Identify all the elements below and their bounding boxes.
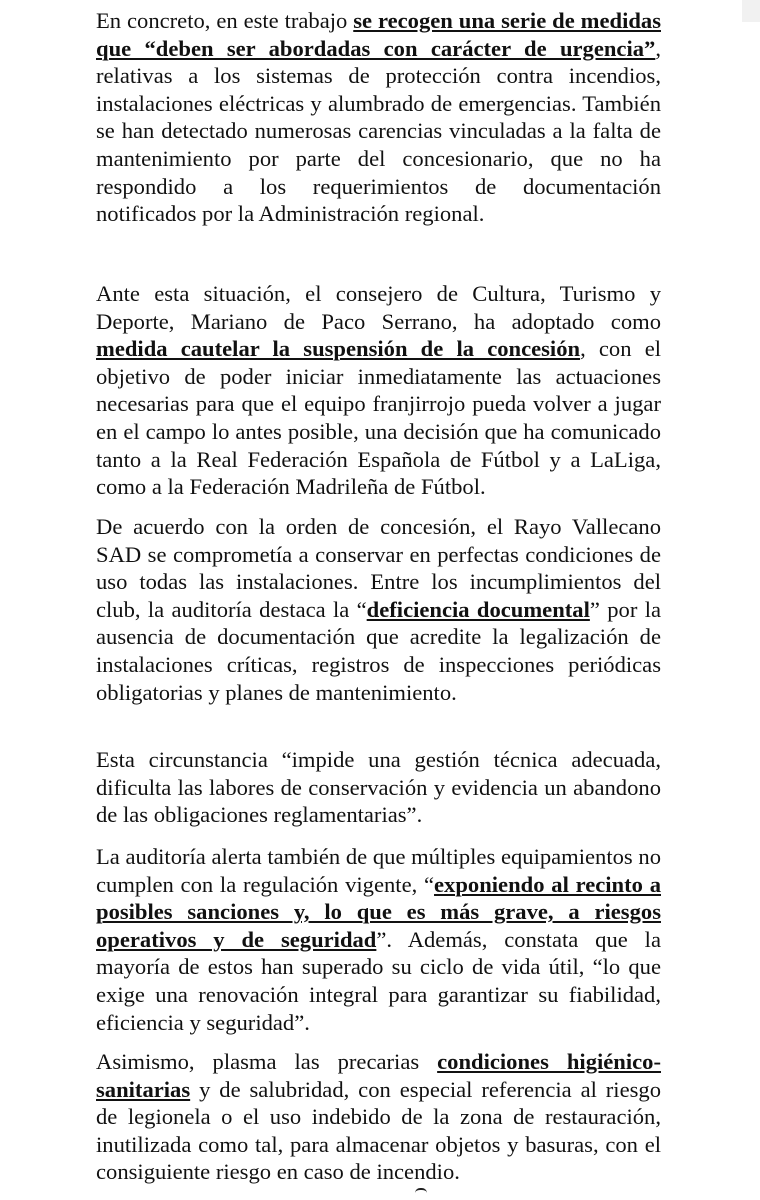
paragraph-1 — [96, 7, 661, 228]
paragraph-text: En concreto, en este trabajo — [96, 8, 354, 33]
emphasized-text: medida cautelar la suspensión de la concesión — [96, 336, 581, 362]
paragraph-2 — [96, 280, 661, 501]
paragraph-text: ”. Además, constata que la mayoría de estos han superado su ciclo de vida útil, “lo que exige una renovación integral para garantizar su fiabilidad, eficiencia y seguridad”. — [96, 926, 661, 1035]
paragraph-3 — [96, 513, 661, 706]
emphasized-text: condiciones higiénico-sanitarias — [96, 1049, 661, 1102]
corner-artifact — [742, 0, 760, 22]
paragraph-6 — [96, 1048, 661, 1186]
paragraph-5 — [96, 843, 661, 1036]
paragraph-text: ” por la ausencia de documentación que acredite la legalización de instalaciones críticas, registros de inspecciones periódicas obligatorias y planes de mantenimiento. — [96, 596, 662, 705]
paragraph-text: , con el objetivo de poder iniciar inmediatamente las actuaciones necesarias para que el equipo franjirrojo pueda volver a jugar en el campo lo antes posible, una decisión que ha comunicado tanto a la Real Federación Española de Fútbol y a LaLiga, como a la Federación Madrileña de Fútbol. — [96, 336, 661, 500]
paragraph-text: Ante esta situación, el consejero de Cultura, Turismo y Deporte, Mariano de Paco Serrano, ha adoptado como — [96, 281, 661, 334]
paragraph-text: y de salubridad, con especial referencia al riesgo de legionela o el uso indebido de la zona de restauración, inutilizada como tal, para almacenar objetos y basuras, con el consiguiente riesgo en caso de incendio. — [96, 1076, 661, 1185]
emphasized-text: deficiencia documental — [366, 596, 590, 622]
paragraph-text: La auditoría alerta también de que múltiples equipamientos no cumplen con la regulación vigente, “ — [96, 844, 661, 897]
paragraph-text: Asimismo, plasma las precarias — [96, 1049, 438, 1074]
cropped-text-fragment — [415, 1188, 427, 1193]
paragraph-text: , relativas a los sistemas de protección contra incendios, instalaciones eléctricas y alumbrado de emergencias. También se han detectado numerosas carencias vinculadas a la falta de mantenimiento por parte del concesionario, que no ha respondido a los requerimientos de documentación notificados por la Administración regional. — [96, 35, 661, 227]
paragraph-text: De acuerdo con la orden de concesión, el Rayo Vallecano SAD se comprometía a conservar en perfectas condiciones de uso todas las instalaciones. Entre los incumplimientos del club, la auditoría destaca la “ — [96, 514, 661, 622]
paragraph-text: Esta circunstancia “impide una gestión técnica adecuada, dificulta las labores de conservación y evidencia un abandono de las obligaciones reglamentarias”. — [96, 747, 661, 828]
emphasized-text: exponiendo al recinto a posibles sanciones y, lo que es más grave, a riesgos operativos y de seguridad — [96, 871, 661, 952]
emphasized-text: se recogen una serie de medidas que “deben ser abordadas con carácter de urgencia” — [96, 8, 661, 61]
paragraph-4 — [96, 746, 661, 829]
